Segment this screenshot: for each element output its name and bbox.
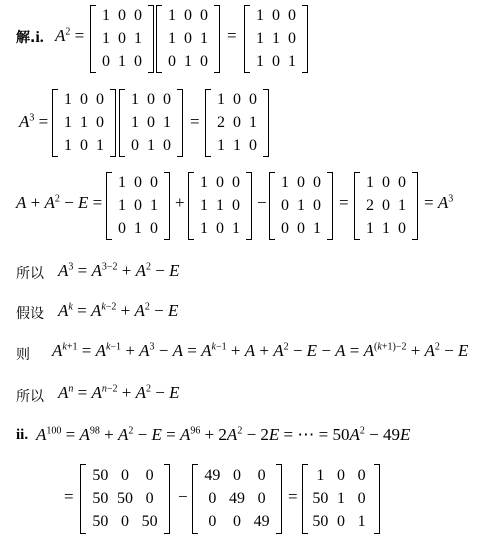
matrix-cell: 1 xyxy=(163,114,171,131)
matrix-cell: 1 xyxy=(336,490,345,507)
matrix-cell: 0 xyxy=(257,490,266,507)
a-n-formula: $A^n = A^{n-2} + A^2 - E$ xyxy=(58,383,180,402)
matrix-a xyxy=(156,5,220,73)
matrix-a-squared xyxy=(52,89,116,157)
matrix-cell: 1 xyxy=(168,30,176,47)
jiashe-label: 假设 xyxy=(16,306,44,322)
matrix-cell: 0 xyxy=(200,52,208,70)
matrix-cell: 2 xyxy=(217,114,225,131)
equals-sign: = xyxy=(288,487,298,506)
matrix-cell: 0 xyxy=(80,136,88,154)
a-cubed-rhs: = $A^3$ xyxy=(424,193,454,212)
matrix-50a2 xyxy=(80,464,170,534)
right-bracket xyxy=(110,89,116,157)
matrix-cell: 0 xyxy=(96,91,104,109)
matrix-cell: 0 xyxy=(134,174,142,192)
matrix-cell: 0 xyxy=(208,513,217,531)
equals-sign: = xyxy=(190,112,200,131)
matrix-cell: 1 xyxy=(200,174,208,192)
left-bracket xyxy=(156,5,162,73)
matrix-cell: 0 xyxy=(297,219,305,237)
right-bracket xyxy=(374,464,380,534)
matrix-cell: 1 xyxy=(216,197,224,214)
plus-sign: + xyxy=(175,193,185,212)
suoyi-label: 所以 xyxy=(16,266,44,282)
matrix-cell: 0 xyxy=(134,7,142,25)
matrix-cell: 1 xyxy=(131,91,139,109)
left-bracket xyxy=(269,172,275,240)
matrix-cell: 50 xyxy=(116,490,133,507)
matrix-cell: 0 xyxy=(336,466,345,484)
matrix-cell: 0 xyxy=(297,174,305,192)
matrix-cell: 1 xyxy=(118,197,126,214)
matrix-cell: 0 xyxy=(281,197,289,214)
left-bracket xyxy=(119,89,125,157)
matrix-cell: 0 xyxy=(398,219,406,237)
matrix-cell: 1 xyxy=(233,136,241,154)
matrix-a-squared xyxy=(244,5,308,73)
matrix-cell: 1 xyxy=(366,174,374,192)
matrix-cell: 0 xyxy=(249,91,257,109)
matrix-cell: 1 xyxy=(184,52,192,70)
matrix-cell: 1 xyxy=(256,7,264,25)
matrix-cell: 0 xyxy=(382,174,390,192)
matrix-cell: 1 xyxy=(200,219,208,237)
matrix-cell: 0 xyxy=(357,466,366,484)
matrix-cell: 0 xyxy=(118,30,126,47)
left-bracket xyxy=(52,89,58,157)
matrix-cell: 1 xyxy=(64,136,72,154)
left-bracket xyxy=(188,172,194,240)
matrix-cell: 1 xyxy=(256,30,264,47)
matrix-a xyxy=(90,5,154,73)
right-bracket xyxy=(177,89,183,157)
a-cubed-identity: $A^3 = A^{3-2} + A^2 - E$ xyxy=(58,261,180,280)
a-squared-lhs: $A^2$ = xyxy=(55,26,85,45)
matrix-cell: 1 xyxy=(281,174,289,192)
matrix-a-cubed xyxy=(354,172,418,240)
left-bracket xyxy=(90,5,96,73)
matrix-a xyxy=(106,172,170,240)
matrix-cell: 0 xyxy=(313,174,321,192)
matrix-cell: 0 xyxy=(233,114,241,131)
right-bracket xyxy=(327,172,333,240)
matrix-cell: 1 xyxy=(102,7,110,25)
matrix-cell: 1 xyxy=(134,30,142,47)
matrix-49e xyxy=(192,464,282,534)
left-bracket xyxy=(354,172,360,240)
matrix-cell: 0 xyxy=(145,490,154,507)
ze-label: 则 xyxy=(16,347,30,363)
right-bracket xyxy=(148,5,154,73)
matrix-cell: 0 xyxy=(232,466,241,484)
matrix-cell: 0 xyxy=(288,7,296,25)
left-bracket xyxy=(244,5,250,73)
matrix-cell: 0 xyxy=(147,114,155,131)
equals-sign: = xyxy=(227,26,237,45)
minus-sign: − xyxy=(178,487,188,506)
matrix-cell: 1 xyxy=(131,114,139,131)
matrix-cell: 0 xyxy=(232,174,240,192)
matrix-cell: 1 xyxy=(217,91,225,109)
matrix-cell: 1 xyxy=(382,219,390,237)
matrix-cell: 0 xyxy=(336,513,345,531)
matrix-cell: 1 xyxy=(147,136,155,154)
matrix-cell: 50 xyxy=(312,513,329,531)
matrix-cell: 0 xyxy=(96,114,104,131)
matrix-cell: 1 xyxy=(102,30,110,47)
matrix-cell: 50 xyxy=(312,490,329,507)
matrix-cell: 0 xyxy=(200,7,208,25)
induction-step: $A^{k+1} = A^{k-1} + A^3 - A = A^{k-1} + A + A^2 - E - A = A^{(k+1)-2} + A^2 - E$ xyxy=(52,341,469,360)
left-bracket xyxy=(106,172,112,240)
matrix-cell: 1 xyxy=(357,513,366,531)
matrix-cell: 0 xyxy=(288,30,296,47)
matrix-cell: 0 xyxy=(232,197,240,214)
a-k-hypothesis: $A^k = A^{k-2} + A^2 - E$ xyxy=(58,301,179,320)
a-100-formula: $A^{100} = A^{98} + A^2 - E = A^{96} + 2A^2 - 2E$ = ⋯ = $50A^2 - 49E$ xyxy=(36,425,411,444)
matrix-cell: 0 xyxy=(120,466,129,484)
matrix-cell: 0 xyxy=(102,52,110,70)
right-bracket xyxy=(263,89,269,157)
matrix-cell: 1 xyxy=(134,219,142,237)
matrix-cell: 0 xyxy=(281,219,289,237)
matrix-cell: 0 xyxy=(118,219,126,237)
matrix-cell: 49 xyxy=(228,490,245,507)
matrix-cell: 0 xyxy=(272,52,280,70)
matrix-cell: 0 xyxy=(134,52,142,70)
matrix-cell: 1 xyxy=(200,30,208,47)
matrix-cell: 1 xyxy=(272,30,280,47)
matrix-cell: 0 xyxy=(382,197,390,214)
equals-sign: = xyxy=(339,193,349,212)
matrix-cell: 0 xyxy=(216,174,224,192)
left-bracket xyxy=(192,464,198,534)
matrix-cell: 1 xyxy=(64,114,72,131)
matrix-cell: 0 xyxy=(313,197,321,214)
matrix-cell: 0 xyxy=(168,52,176,70)
matrix-cell: 0 xyxy=(134,197,142,214)
right-bracket xyxy=(302,5,308,73)
matrix-cell: 0 xyxy=(150,174,158,192)
matrix-a-100 xyxy=(302,464,380,534)
matrix-cell: 0 xyxy=(398,174,406,192)
left-bracket xyxy=(205,89,211,157)
solution-label: 解.i. xyxy=(16,29,44,46)
matrix-cell: 0 xyxy=(357,490,366,507)
matrix-cell: 1 xyxy=(232,219,240,237)
matrix-cell: 1 xyxy=(398,197,406,214)
matrix-cell: 0 xyxy=(150,219,158,237)
matrix-cell: 1 xyxy=(168,7,176,25)
matrix-a-squared xyxy=(188,172,252,240)
matrix-cell: 50 xyxy=(92,466,109,484)
matrix-cell: 0 xyxy=(208,490,217,507)
matrix-cell: 0 xyxy=(147,91,155,109)
matrix-cell: 0 xyxy=(232,513,241,531)
matrix-cell: 0 xyxy=(163,136,171,154)
equals-sign: = xyxy=(64,487,74,506)
matrix-cell: 0 xyxy=(272,7,280,25)
a-cubed-lhs: $A^3$ = xyxy=(19,112,49,131)
matrix-e xyxy=(269,172,333,240)
matrix-cell: 1 xyxy=(64,91,72,109)
left-bracket xyxy=(80,464,86,534)
matrix-cell: 1 xyxy=(256,52,264,70)
matrix-cell: 1 xyxy=(313,219,321,237)
matrix-cell: 1 xyxy=(249,114,257,131)
matrix-cell: 0 xyxy=(184,30,192,47)
matrix-cell: 1 xyxy=(200,197,208,214)
part-ii-label: ii. xyxy=(16,427,29,443)
right-bracket xyxy=(214,5,220,73)
matrix-cell: 0 xyxy=(249,136,257,154)
matrix-cell: 0 xyxy=(233,91,241,109)
suoyi-label: 所以 xyxy=(16,389,44,405)
matrix-cell: 49 xyxy=(204,466,221,484)
matrix-cell: 0 xyxy=(145,466,154,484)
sum-lhs: $A + A^2 - E$ = xyxy=(16,193,103,212)
matrix-cell: 1 xyxy=(316,466,325,484)
matrix-cell: 1 xyxy=(118,52,126,70)
matrix-cell: 1 xyxy=(150,197,158,214)
matrix-cell: 1 xyxy=(118,174,126,192)
matrix-cell: 1 xyxy=(366,219,374,237)
matrix-a-cubed xyxy=(205,89,269,157)
matrix-cell: 0 xyxy=(80,91,88,109)
left-bracket xyxy=(302,464,308,534)
right-bracket xyxy=(246,172,252,240)
matrix-cell: 0 xyxy=(131,136,139,154)
matrix-cell: 1 xyxy=(80,114,88,131)
right-bracket xyxy=(164,172,170,240)
matrix-cell: 1 xyxy=(288,52,296,70)
matrix-cell: 49 xyxy=(253,513,270,531)
matrix-cell: 1 xyxy=(96,136,104,154)
matrix-cell: 50 xyxy=(141,513,158,531)
matrix-cell: 0 xyxy=(184,7,192,25)
right-bracket xyxy=(276,464,282,534)
minus-sign: − xyxy=(257,193,267,212)
matrix-cell: 0 xyxy=(118,7,126,25)
matrix-cell: 2 xyxy=(366,197,374,214)
matrix-cell: 0 xyxy=(216,219,224,237)
matrix-cell: 0 xyxy=(163,91,171,109)
right-bracket xyxy=(164,464,170,534)
matrix-cell: 50 xyxy=(92,490,109,507)
matrix-cell: 0 xyxy=(257,466,266,484)
matrix-cell: 0 xyxy=(120,513,129,531)
matrix-a xyxy=(119,89,183,157)
matrix-cell: 50 xyxy=(92,513,109,531)
right-bracket xyxy=(412,172,418,240)
matrix-cell: 1 xyxy=(297,197,305,214)
matrix-cell: 1 xyxy=(217,136,225,154)
